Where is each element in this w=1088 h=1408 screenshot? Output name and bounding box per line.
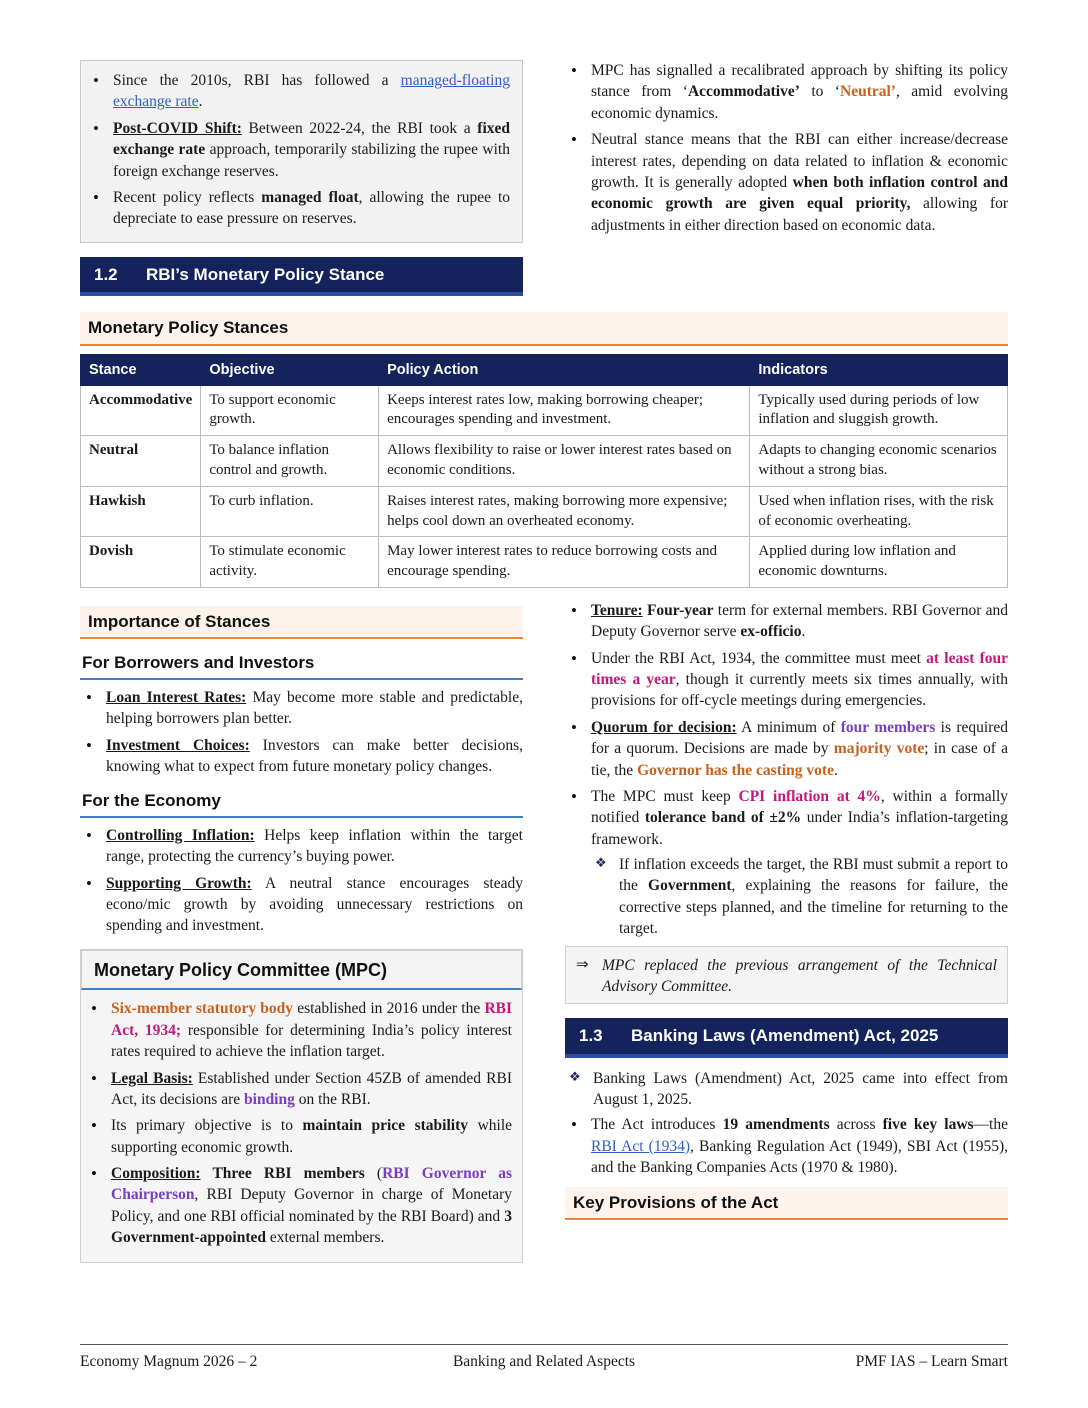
list-item xyxy=(565,717,1008,781)
text: binding xyxy=(244,1090,295,1108)
managed-float-link[interactable]: managed-floating exchange rate xyxy=(113,72,510,111)
text: external members. xyxy=(266,1229,385,1247)
text: Three RBI members xyxy=(200,1165,365,1183)
text: Investors can make better decisions, knowing what to expect from future monetary policy changes. xyxy=(106,736,524,775)
page-footer xyxy=(80,1344,1008,1372)
text: Helps keep inflation within the target range, protecting the currency’s buying power. xyxy=(106,826,523,866)
rbi-act-link[interactable]: RBI Act (1934) xyxy=(591,1137,690,1155)
text: , RBI Deputy Governor in charge of Monetary Policy, and one RBI official nominated by the RBI Board) and xyxy=(111,1186,512,1225)
for-the-economy-heading: For the Economy xyxy=(80,787,523,817)
text: ex-officio xyxy=(740,623,802,641)
label: Legal Basis: xyxy=(111,1069,193,1087)
text: Since the 2010s, RBI has followed a xyxy=(113,72,401,89)
text: A neutral stance encourages steady econo/mic growth by avoiding unnecessary restrictions on spending and investment. xyxy=(106,874,523,935)
text: majority vote xyxy=(833,740,925,758)
right-column-bottom xyxy=(565,600,1008,1228)
mpc-replacement-note xyxy=(565,946,1008,1005)
note-item: ⇒ MPC replaced the previous arrangement of the Technical Advisory Committee. xyxy=(572,955,997,998)
text: under India’s inflation-targeting framework. xyxy=(591,809,1009,848)
cell-stance: Neutral xyxy=(81,436,201,487)
cell-stance: Dovish xyxy=(81,537,201,588)
text: , allowing the rupee to depreciate to ease pressure on reserves. xyxy=(113,188,510,228)
text: . xyxy=(198,93,203,111)
text: ; in case of a tie, the xyxy=(591,740,1009,779)
text: maintain price stability xyxy=(302,1117,469,1135)
text: If inflation exceeds the target, the RBI must submit a report to the xyxy=(619,856,1008,895)
cell-objective: To balance inflation control and growth. xyxy=(201,436,379,487)
key-provisions-heading: Key Provisions of the Act xyxy=(565,1187,1008,1220)
right-column-top xyxy=(565,60,1008,241)
text: Established under Section 45ZB of amended RBI Act, its decisions are xyxy=(111,1069,512,1108)
list-item xyxy=(80,825,523,868)
text: A minimum of xyxy=(736,718,841,736)
text: —the xyxy=(973,1116,1008,1134)
list-item xyxy=(565,60,1008,124)
cell-objective: To curb inflation. xyxy=(201,486,379,537)
text: ( xyxy=(364,1165,383,1183)
text: Its primary objective is to xyxy=(111,1117,303,1135)
for-borrowers-heading: For Borrowers and Investors xyxy=(80,649,523,679)
list-item xyxy=(87,187,510,230)
monetary-policy-stances-table xyxy=(80,354,1008,588)
text: across xyxy=(829,1116,883,1134)
text: RBI Governor as Chairperson xyxy=(111,1165,512,1204)
text: . xyxy=(801,623,806,641)
cell-stance: Hawkish xyxy=(81,486,201,537)
footer-middle: Banking and Related Aspects xyxy=(452,1352,636,1370)
top-columns xyxy=(80,60,1008,306)
text: , within a formally notified xyxy=(591,787,1008,827)
text: May become more stable and predictable, helping borrowers plan better. xyxy=(106,688,523,728)
cell-action: May lower interest rates to reduce borrowing costs and encourage spending. xyxy=(379,537,750,588)
exchange-rate-note-box xyxy=(80,60,523,243)
bottom-columns xyxy=(80,600,1008,1263)
list-item xyxy=(565,129,1008,236)
text: Neutral stance means that the RBI can either increase/decrease interest rates, depending on data related to inflation & economic growth. It is generally adopted xyxy=(591,131,1008,191)
cell-action: Raises interest rates, making borrowing more expensive; helps cool down an overheated economy. xyxy=(379,486,750,537)
list-item xyxy=(565,600,1008,643)
list-item xyxy=(80,687,523,730)
text: to ‘ xyxy=(799,83,840,101)
text: Government xyxy=(648,877,732,895)
table-row xyxy=(81,385,1008,436)
table-header-indicators: Indicators xyxy=(750,354,1008,385)
label: Controlling Inflation: xyxy=(106,826,255,844)
text: Accommodative’ xyxy=(687,83,800,101)
text: at least four times a year xyxy=(591,649,1008,689)
section-title: RBI’s Monetary Policy Stance xyxy=(146,264,385,284)
text: Six-member statutory body xyxy=(111,1000,294,1018)
label: Quorum for decision: xyxy=(591,718,737,736)
text: on the RBI. xyxy=(294,1090,371,1108)
text: MPC has signalled a recalibrated approach by shifting its policy stance from ‘ xyxy=(591,62,1008,101)
mpc-heading: Monetary Policy Committee (MPC) xyxy=(81,950,522,991)
text: Governor has the casting vote xyxy=(637,761,834,779)
section-number: 1.3 xyxy=(579,1026,603,1046)
section-number: 1.2 xyxy=(94,264,118,284)
text: Between 2022-24, the RBI took a xyxy=(241,119,478,137)
sub-list-item xyxy=(591,854,1008,940)
footer-left: Economy Magnum 2026 – 2 xyxy=(80,1352,258,1370)
text: established in 2016 under the xyxy=(293,1000,485,1018)
text: Neutral’ xyxy=(840,83,896,101)
list-item xyxy=(80,873,523,937)
table-row xyxy=(81,537,1008,588)
text: managed float xyxy=(261,188,359,206)
list-item xyxy=(565,786,1008,940)
label: Tenure: xyxy=(591,601,643,619)
cell-indicators: Applied during low inflation and economic downturns. xyxy=(750,537,1008,588)
text: , Banking Regulation Act (1949), SBI Act (1955), and the Banking Companies Acts (1970 & 1980). xyxy=(591,1137,1008,1177)
cell-action: Allows flexibility to raise or lower interest rates based on economic conditions. xyxy=(379,436,750,487)
table-header-policy-action: Policy Action xyxy=(379,354,750,385)
text: , though it currently meets six times annually, with provisions for off-cycle meetings during emergencies. xyxy=(591,671,1008,710)
text: five key laws xyxy=(882,1116,974,1134)
cell-indicators: Adapts to changing economic scenarios without a strong bias. xyxy=(750,436,1008,487)
table-row xyxy=(81,436,1008,487)
text: tolerance band of ±2% xyxy=(644,809,802,827)
text: Four-year xyxy=(642,601,714,619)
text: four members xyxy=(840,718,936,736)
text: The MPC must keep xyxy=(591,787,739,805)
footer-right: PMF IAS – Learn Smart xyxy=(855,1352,1008,1370)
list-item: ❖ Banking Laws (Amendment) Act, 2025 came into effect from August 1, 2025. xyxy=(565,1068,1008,1111)
monetary-policy-stances-heading: Monetary Policy Stances xyxy=(80,312,1008,345)
text: . xyxy=(833,761,838,779)
text: , explaining the reasons for failure, the corrective steps planned, and the timeline for returning to the target. xyxy=(619,877,1009,938)
cell-indicators: Typically used during periods of low inflation and sluggish growth. xyxy=(750,385,1008,436)
text: responsible for determining India’s policy interest rates required to achieve the inflation target. xyxy=(111,1021,512,1061)
cell-indicators: Used when inflation rises, with the risk of economic overheating. xyxy=(750,486,1008,537)
importance-of-stances-heading: Importance of Stances xyxy=(80,606,523,639)
list-item xyxy=(87,70,510,113)
table-row xyxy=(81,486,1008,537)
text: 3 Government-appointed xyxy=(111,1207,512,1247)
list-item xyxy=(85,1163,512,1249)
list-item xyxy=(85,998,512,1062)
section-heading-1-2 xyxy=(80,257,523,296)
table-header-objective: Objective xyxy=(201,354,379,385)
section-heading-1-3 xyxy=(565,1018,1008,1057)
text: while supporting economic growth. xyxy=(111,1117,513,1156)
text: RBI Act, 1934; xyxy=(111,1000,513,1039)
text: Recent policy reflects xyxy=(113,188,262,206)
text: CPI inflation at 4% xyxy=(738,787,881,805)
label: Composition: xyxy=(111,1165,201,1183)
table-header-row xyxy=(81,354,1008,385)
text: The Act introduces xyxy=(591,1116,723,1134)
list-item xyxy=(85,1068,512,1111)
list-item xyxy=(80,735,523,778)
list-item xyxy=(87,118,510,182)
list-item xyxy=(565,648,1008,712)
text: is required for a quorum. Decisions are made by xyxy=(591,718,1009,758)
text: 19 amendments xyxy=(722,1116,830,1134)
label: Post-COVID Shift: xyxy=(113,119,242,137)
text: fixed exchange rate xyxy=(113,119,510,159)
cell-objective: To stimulate economic activity. xyxy=(201,537,379,588)
text: , amid evolving economic dynamics. xyxy=(591,83,1008,122)
left-column-top xyxy=(80,60,523,306)
left-column-bottom xyxy=(80,600,523,1263)
label: Investment Choices: xyxy=(106,736,250,754)
label: Supporting Growth: xyxy=(106,874,252,892)
list-item xyxy=(85,1115,512,1158)
text: when both inflation control and economic growth are given equal priority, xyxy=(591,173,1008,213)
cell-objective: To support economic growth. xyxy=(201,385,379,436)
cell-action: Keeps interest rates low, making borrowing cheaper; encourages spending and investment. xyxy=(379,385,750,436)
text: approach, temporarily stabilizing the rupee with foreign exchange reserves. xyxy=(113,141,510,180)
text: term for external members. RBI Governor and Deputy Governor serve xyxy=(591,601,1008,641)
text: allowing for adjustments in either direction based on economic data. xyxy=(591,195,1008,234)
mpc-box xyxy=(80,949,523,1263)
list-item xyxy=(565,1114,1008,1178)
cell-stance: Accommodative xyxy=(81,385,201,436)
label: Loan Interest Rates: xyxy=(106,688,247,706)
text: Under the RBI Act, 1934, the committee must meet xyxy=(591,649,927,667)
section-title: Banking Laws (Amendment) Act, 2025 xyxy=(631,1026,939,1046)
table-header-stance: Stance xyxy=(81,354,201,385)
